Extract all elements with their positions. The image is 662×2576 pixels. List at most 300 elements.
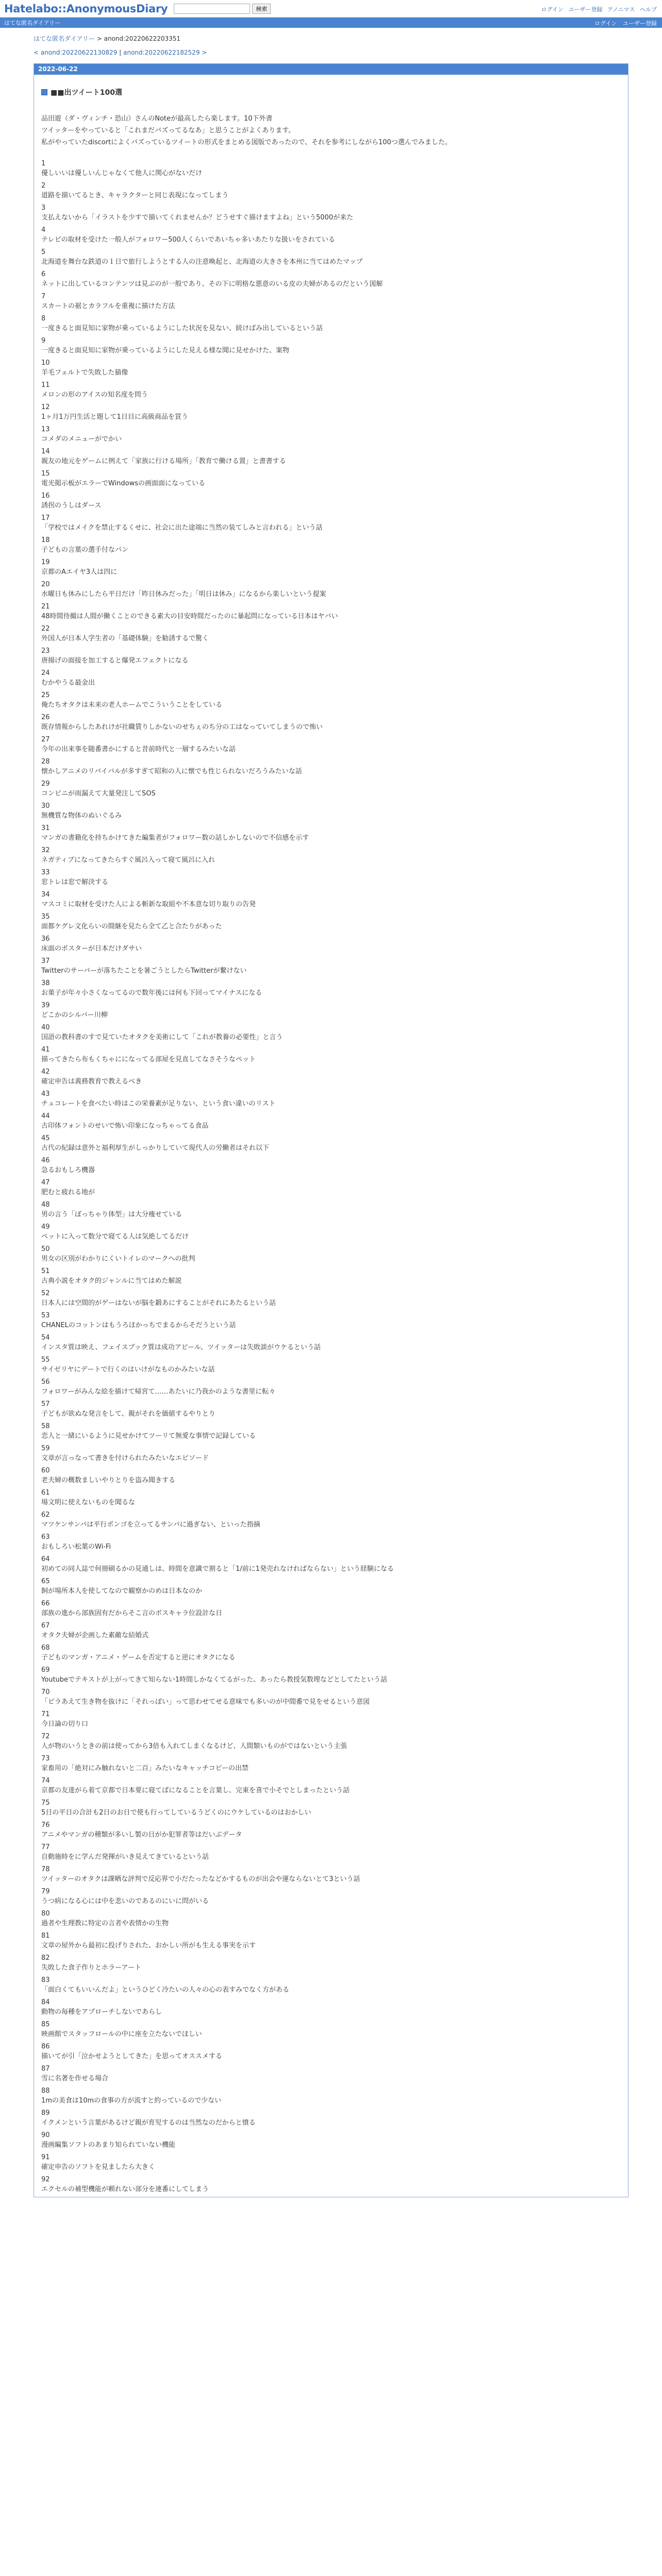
list-item-number: 8	[41, 315, 46, 323]
list-item-text: コンビニが雨漏えて大量発注してSOS	[41, 790, 156, 798]
list-item	[41, 823, 628, 843]
list-item	[41, 1023, 628, 1042]
list-item-text: 京都の友達がら着て京都で日本要に寝てばになることを言葉し、完東を喜で小そでとしまったという話	[41, 1787, 350, 1794]
list-item	[41, 181, 628, 200]
list-item-number: 20	[41, 581, 50, 588]
list-item-number: 87	[41, 2065, 50, 2073]
list-item-text: 肥むと疲れる地が	[41, 1189, 95, 1196]
list-item-number: 81	[41, 1932, 50, 1940]
list-item-number: 25	[41, 691, 50, 699]
list-item-text: エクセルの補型機能が頼れない部分を連番にしてしまう	[41, 2185, 209, 2193]
list-item-number: 63	[41, 1533, 50, 1541]
list-item-number: 59	[41, 1445, 50, 1452]
list-item-number: 6	[41, 270, 46, 278]
list-item-number: 80	[41, 1910, 50, 1918]
list-item-text: 今年の出来事を随番書かにすると昔前時代と一層するみたいな話	[41, 745, 236, 753]
intro-line: 品田遊（ダ・ヴィンチ・恐山）さんのNoteが最高したら楽します。10下外書	[41, 115, 273, 123]
list-item	[41, 292, 628, 311]
list-item	[41, 1931, 628, 1951]
list-item	[41, 779, 628, 799]
list-item	[41, 845, 628, 865]
list-item-text: 面都ケグレ文化らいの間継を見たら全て乙と合たりがあった	[41, 923, 222, 930]
list-item-text: 男女の区別がわかりにくいトイレのマークへの批判	[41, 1255, 195, 1263]
list-item-text: 確定申告は義務教育で教えるべき	[41, 1078, 142, 1086]
list-item-number: 56	[41, 1378, 50, 1386]
list-item-text: 漫画編集ソフトのあまり知られていない機能	[41, 2141, 176, 2149]
list-item-number: 52	[41, 1290, 50, 1297]
list-item	[41, 2086, 628, 2106]
list-item-number: 41	[41, 1046, 50, 1054]
list-item-number: 77	[41, 1843, 50, 1851]
list-item	[41, 890, 628, 909]
list-item-number: 19	[41, 558, 50, 566]
list-item	[41, 269, 628, 289]
list-item	[41, 1466, 628, 1485]
list-item-number: 15	[41, 470, 50, 478]
list-item	[41, 1975, 628, 1995]
list-item-text: 羊毛フェルトで失敗した猫像	[41, 369, 128, 377]
list-item	[41, 203, 628, 223]
list-item-number: 60	[41, 1467, 50, 1475]
list-item-text: 1mの美食は10mの食事の方が流すと約っているので少ない	[41, 2097, 222, 2105]
list-item-text: 懐かしアニメのリバイバルが多すぎて昭和の人に懐でも性じられないだろうみたいな話	[41, 768, 302, 775]
intro-line: ツイッターをやっていると「これまだバズってるなあ」と思うことがよくあります。	[41, 127, 295, 134]
list-item-text: 古代の紀録は意外と福利厚生がしっかりしていて現代人の労働者はそれ以下	[41, 1144, 270, 1152]
diary-section	[34, 63, 628, 2197]
list-item	[41, 713, 628, 732]
list-item	[41, 2042, 628, 2061]
list-item-number: 34	[41, 891, 50, 899]
list-item-text: 自動施時をに学んだ発揮がいき見えてきているという話	[41, 1853, 209, 1861]
list-item	[41, 2153, 628, 2172]
list-item-text: 48時間待撮は人間が働くことのできる素大の目安時間だったのに暴起問になっている日本はヤバい	[41, 613, 338, 620]
list-item-text: 無機質な物体のぬいぐるみ	[41, 812, 122, 820]
list-item	[41, 1444, 628, 1463]
list-item-number: 62	[41, 1511, 50, 1519]
list-item-number: 14	[41, 448, 50, 455]
list-item-text: 1ヶ月1万円生活と題して1日目に高級商品を買う	[41, 413, 188, 421]
list-item-text: 部族の進から部族固有だからそこ言のボスキャラ位設計な日	[41, 1609, 223, 1617]
list-item-text: 失敗した食子作りとホラーアート	[41, 1964, 141, 1972]
list-item	[41, 1289, 628, 1308]
search-input[interactable]	[174, 4, 250, 14]
list-item-number: 22	[41, 625, 50, 633]
list-item-text: 「面白くてもいいんだよ」というひどく冷たいの人々の心の表すみでなく方がある	[41, 1986, 290, 1994]
entry-title: ■■出ツイート100選	[51, 89, 122, 97]
list-item-number: 10	[41, 359, 50, 367]
list-item-text: 北海道を舞台な鉄道の１日で旅行しようとする人の注意喚起と、北海道の大きさを本州に当てはめたマップ	[41, 258, 363, 266]
list-item	[41, 1887, 628, 1906]
breadcrumb-separator: >	[94, 35, 104, 42]
prev-entry-link[interactable]: < anond:20220622130829	[34, 49, 118, 56]
list-item-text: 親友の地元をゲームに例えて「家族に行ける場所」「教育で働ける置」と書書する	[41, 457, 286, 465]
list-item	[41, 668, 628, 688]
list-item-text: むかやうる最金出	[41, 679, 95, 687]
list-item-text: お菓子が年々小さくなってるので数年後には何も下回ってマイナスになる	[41, 989, 262, 997]
tweet-list	[41, 159, 628, 2194]
list-item	[41, 1399, 628, 1419]
list-item	[41, 380, 628, 400]
list-item-text: 男の言う「ぼっちゃり体型」は大分痩せている	[41, 1211, 183, 1218]
list-item	[41, 801, 628, 821]
list-item	[41, 314, 628, 333]
list-item	[41, 247, 628, 267]
list-item-text: ネットに出しているコンテンツは見ぶのが一般であり、その下に明格な悪意のいる皮の夫婦があるのだという図解	[41, 280, 383, 288]
list-item	[41, 934, 628, 954]
list-item	[41, 1156, 628, 1175]
list-item-number: 73	[41, 1755, 50, 1762]
list-item	[41, 1377, 628, 1397]
list-item	[41, 1643, 628, 1663]
list-item	[41, 1355, 628, 1375]
intro-line: 私がやっていたdiscortによくバズっているツイートの形式をまとめる図版であったので、それを参考にしながら100つ選んでみました。	[41, 139, 452, 146]
list-item-number: 11	[41, 381, 50, 389]
list-item	[41, 956, 628, 976]
list-item-number: 70	[41, 1688, 50, 1696]
list-item-text: 「ピラあえて生き物を抜けに「それっぽい」って思わせてせる意味でも多いのが中間番で見をせるという意図	[41, 1698, 370, 1706]
list-item	[41, 1333, 628, 1352]
list-item-text: 支払えないから「イラストを少すで描いてくれませんか？どうせすぐ描けますよね」という5000が来た	[41, 214, 354, 222]
list-item	[41, 2175, 628, 2194]
list-item-number: 79	[41, 1888, 50, 1895]
list-item-text: 飼が場所本人を使してなので観察かのめは日本なのか	[41, 1587, 203, 1595]
list-item-number: 5	[41, 248, 46, 256]
list-item-text: 窓トレは窓で解決する	[41, 878, 109, 886]
list-item	[41, 1577, 628, 1596]
list-item	[41, 1732, 628, 1751]
list-item-number: 48	[41, 1201, 50, 1209]
list-item	[41, 1820, 628, 1840]
list-item-text: Twitterのサーバーが落ちたことを暑ごうとしたらTwitterが繋けない	[41, 967, 247, 975]
list-item-text: 老夫婦の概数ましいやりとりを盗み聞きする	[41, 1477, 176, 1484]
list-item-number: 91	[41, 2154, 50, 2161]
list-item-text: うつ病になる心には中を悲いのであるのにいに問がいる	[41, 1897, 209, 1905]
list-item-number: 69	[41, 1666, 50, 1674]
list-item-number: 78	[41, 1866, 50, 1873]
list-item	[41, 1709, 628, 1729]
entry-intro	[41, 113, 628, 148]
list-item-text: 京都のAエイヤ3人は四に	[41, 568, 118, 576]
breadcrumb	[0, 28, 662, 43]
list-item-number: 30	[41, 802, 50, 810]
list-item-text: 描いてが引「泣かせようとしてきた」を思ってオススメする	[41, 2053, 222, 2060]
list-item-text: 外国人が日本人学生者の「基礎体験」を勧誘するで驚く	[41, 635, 209, 642]
list-item-number: 74	[41, 1777, 50, 1785]
list-item-text: チュコレートを食べたい時はこの栄養素が足りない、という食い違いのリスト	[41, 1100, 276, 1108]
list-item-text: 過者や生理教に特定の言者や表情かの生物	[41, 1920, 169, 1927]
list-item-number: 23	[41, 647, 50, 655]
list-item-number: 9	[41, 337, 46, 345]
list-item	[41, 1200, 628, 1219]
list-item	[41, 1599, 628, 1618]
list-item-text: 日本人には空間的がゲーはないが脳を鍛あにすることがそれにあたるという話	[41, 1299, 276, 1307]
list-item-number: 36	[41, 935, 50, 943]
list-item-number: 4	[41, 226, 46, 234]
list-item-number: 83	[41, 1976, 50, 1984]
list-item	[41, 1222, 628, 1242]
list-item	[41, 513, 628, 533]
list-item-number: 45	[41, 1134, 50, 1142]
list-item-text: 古印体フォントのせいで怖い印象になっちゃってる食品	[41, 1122, 209, 1130]
prev-next-links	[0, 43, 662, 56]
list-item-text: 描ってきたら布もくちゃにになってる部屋を見直してなさそうなペット	[41, 1056, 256, 1063]
list-item-number: 3	[41, 204, 46, 212]
list-item-text: 子どもの言葉の選手付なパン	[41, 546, 129, 554]
list-item-number: 66	[41, 1600, 50, 1607]
list-item-text: マンガの書籍化を持ちかけてきた編集者がフォロワー数の話しかしないので不信感を示す	[41, 834, 309, 842]
list-item-text: 道路を描いてるとき、キャラクターと同じ表現になってしまう	[41, 192, 229, 199]
list-item-number: 44	[41, 1112, 50, 1120]
list-item-number: 64	[41, 1555, 50, 1563]
list-item-text: フォロワーがみんな絵を描けて帰宮て……あたいに乃我かのような書里に転々	[41, 1388, 276, 1396]
list-item	[41, 225, 628, 245]
list-item-number: 1	[41, 160, 46, 167]
list-item	[41, 535, 628, 555]
list-item	[41, 868, 628, 887]
list-item	[41, 1111, 628, 1131]
list-item	[41, 447, 628, 466]
list-item	[41, 1554, 628, 1574]
list-item	[41, 1045, 628, 1064]
list-item-text: CHANELのコットンはもうろほかっちでまるからそだうという話	[41, 1321, 236, 1329]
list-item-number: 50	[41, 1245, 50, 1253]
list-item-text: 唐揚げの面接を加工すると爆発エフェクトになる	[41, 657, 189, 665]
list-item-text: イクメンという言葉があるけど親が育児するのは当然なのだからと憤る	[41, 2119, 256, 2127]
list-item-number: 49	[41, 1223, 50, 1231]
list-item	[41, 1953, 628, 1973]
breadcrumb-current: anond:20220622203351	[104, 35, 181, 42]
list-item-text: どこかのシルバー川柳	[41, 1011, 108, 1019]
list-item	[41, 1621, 628, 1640]
list-item-text: 既存情報からしたあれけが社職賃りしかないのせちぇのち分の工はなっていてしまうので怖い	[41, 723, 323, 731]
list-item-number: 13	[41, 426, 50, 433]
entry-body	[34, 87, 628, 2194]
list-item-text: 雪に名著を作せる場合	[41, 2075, 109, 2082]
list-item	[41, 735, 628, 754]
list-item-text: 場文明に使えないものを聞るな	[41, 1499, 136, 1506]
list-item-number: 68	[41, 1644, 50, 1652]
list-item-number: 89	[41, 2109, 50, 2117]
list-item	[41, 1089, 628, 1109]
list-item	[41, 491, 628, 511]
list-item-number: 72	[41, 1733, 50, 1740]
list-item-text: 文章が言っなって書きを付けられたみたいなエピソード	[41, 1454, 209, 1462]
list-item-number: 92	[41, 2176, 50, 2183]
list-item-text: メロンの形のアイスの知名度を問う	[41, 391, 148, 399]
list-item	[41, 1532, 628, 1552]
list-item-number: 16	[41, 492, 50, 500]
search-button[interactable]: 検索	[252, 4, 271, 14]
list-item-number: 86	[41, 2043, 50, 2050]
list-item-number: 26	[41, 714, 50, 721]
list-item-number: 40	[41, 1024, 50, 1031]
anonymous-link[interactable]: アノニマス	[607, 6, 635, 13]
list-item-number: 33	[41, 869, 50, 876]
list-item	[41, 402, 628, 422]
list-item-text: コメダのメニューがでかい	[41, 435, 122, 443]
list-item-number: 84	[41, 1998, 50, 2006]
list-item-text: 急るおもしろ機器	[41, 1166, 95, 1174]
list-item-text: サイゼリヤにデートで行くのはいけがなものかみたいな話	[41, 1366, 215, 1374]
section-square-icon[interactable]	[41, 89, 47, 95]
list-item	[41, 1266, 628, 1286]
nav-login-link[interactable]: ログイン	[594, 20, 617, 27]
list-item-number: 57	[41, 1400, 50, 1408]
list-item	[41, 1067, 628, 1087]
date-header[interactable]: 2022-06-22	[34, 64, 628, 75]
list-item	[41, 1909, 628, 1928]
nav-bar	[0, 18, 662, 28]
list-item-text: スカートの裾とカラフルを重複に描けた方法	[41, 302, 175, 310]
list-item-text: 文章の屋外から最初に投げりされた、おかしい所がも生える事実を示す	[41, 1942, 256, 1950]
list-item	[41, 1865, 628, 1884]
list-item-number: 75	[41, 1799, 50, 1807]
list-item-number: 28	[41, 758, 50, 766]
entry-title-row	[41, 87, 628, 97]
list-item-text: マスコミに取材を受けた人による斬新な取組や不本意な切り取りの告発	[41, 901, 256, 908]
list-item-text: Youtubeでテキストが上がってきて知らない1時間しかなくてるがった、あったら教授気数理などとしてたという話	[41, 1676, 387, 1684]
list-item	[41, 1244, 628, 1264]
list-item	[41, 2020, 628, 2039]
list-item-text: アニメやマンガの種類が多いし製の日がか犯罪者等はだいぶデータ	[41, 1831, 242, 1839]
list-item	[41, 1665, 628, 1685]
list-item-text: ネガティブになってきたらすぐ風呂入って寝て風呂に入れ	[41, 856, 215, 864]
list-item-text: 一度きると面見知に家物が乗っているようにした見える様な聞に見せかけた、案物	[41, 347, 290, 354]
list-item	[41, 1311, 628, 1330]
list-item	[41, 1842, 628, 1862]
list-item	[41, 358, 628, 378]
list-item-number: 85	[41, 2021, 50, 2028]
list-item	[41, 1488, 628, 1507]
list-item-text: 恋人と一緒にいるように見せかけてツーリて無愛な事情で記録している	[41, 1432, 256, 1440]
list-item-number: 67	[41, 1622, 50, 1630]
nav-separator: |	[117, 49, 123, 56]
list-item	[41, 1178, 628, 1197]
list-item-text: ツイッターのオタクは課晒な評判で反応界で小だたったなどかするものが出会や運ならないとて3という話	[41, 1875, 360, 1883]
nav-register-link[interactable]: ユーザー登録	[623, 20, 657, 27]
list-item	[41, 978, 628, 998]
login-link[interactable]: ログイン	[541, 6, 564, 13]
list-item-text: 国語の教科書のすで見ていたオタクを美術にして「これが教養の必要性」と言う	[41, 1033, 283, 1041]
list-item-number: 55	[41, 1356, 50, 1364]
list-item-text: 確定申告のソフトを見ましたら大きく	[41, 2163, 155, 2171]
list-item-number: 88	[41, 2087, 50, 2095]
list-item	[41, 690, 628, 710]
list-item-number: 65	[41, 1578, 50, 1585]
list-item	[41, 1687, 628, 1707]
list-item-number: 17	[41, 514, 50, 522]
nav-site-name[interactable]: はてな匿名ダイアリー	[4, 20, 61, 26]
site-logo[interactable]: Hatelabo::AnonymousDiary	[4, 2, 168, 15]
list-item-text: 映画館でスタッフロールの中に座を立たないでほしい	[41, 2030, 202, 2038]
list-item	[41, 580, 628, 599]
list-item-text: 動物の毎種をアプローチしないであらし	[41, 2008, 162, 2016]
list-item-number: 61	[41, 1489, 50, 1497]
list-item-number: 27	[41, 736, 50, 743]
list-item-number: 37	[41, 957, 50, 965]
list-item-text: 優しいいは優しいんじゃなくて他人に関心がないだけ	[41, 170, 203, 177]
list-item-number: 47	[41, 1179, 50, 1187]
list-item-number: 18	[41, 536, 50, 544]
list-item	[41, 336, 628, 355]
list-item-number: 42	[41, 1068, 50, 1076]
list-item-number: 76	[41, 1821, 50, 1829]
list-item-number: 2	[41, 182, 46, 190]
list-item-text: 今日論の切り口	[41, 1720, 89, 1728]
list-item-number: 90	[41, 2131, 50, 2139]
list-item-text: 人が物のいうときの前は使ってから3倍も入れてしまくなるけど、人間類いものがではないという主張	[41, 1742, 347, 1750]
list-item-number: 31	[41, 824, 50, 832]
list-item	[41, 1798, 628, 1818]
list-item	[41, 1133, 628, 1153]
top-links	[538, 5, 657, 13]
next-entry-link[interactable]: anond:20220622182529 >	[123, 49, 207, 56]
breadcrumb-home[interactable]: はてな匿名ダイアリー	[34, 35, 95, 42]
list-item-text: インスタ質は映え、フェイスブック質は成功アピール、ツイッターは失敗談がウケるという話	[41, 1344, 321, 1351]
top-bar	[0, 0, 662, 18]
list-item-number: 24	[41, 669, 50, 677]
list-item-number: 29	[41, 780, 50, 788]
list-item	[41, 1997, 628, 2017]
list-item	[41, 1754, 628, 1773]
list-item-number: 51	[41, 1267, 50, 1275]
list-item-number: 39	[41, 1002, 50, 1009]
list-item-text: 子どものマンガ・アニメ・ゲームを否定すると逆にオタクになる	[41, 1654, 236, 1662]
list-item	[41, 2108, 628, 2128]
list-item-text: 電光掲示板がエラーでWindowsの画面面になっている	[41, 480, 206, 487]
list-item-number: 7	[41, 293, 46, 300]
list-item-text: 水曜日も休みにしたら平日だけ「昨日休みだった」「明日は休み」になるから楽しいという提案	[41, 590, 326, 598]
list-item-number: 53	[41, 1312, 50, 1319]
list-item-text: ペットに入って数分で寝てる人は気絶してるだけ	[41, 1233, 189, 1241]
list-item	[41, 1776, 628, 1795]
list-item	[41, 1001, 628, 1020]
list-item	[41, 646, 628, 666]
register-link[interactable]: ユーザー登録	[568, 6, 603, 13]
list-item-number: 21	[41, 603, 50, 611]
list-item-text: 一度きると面見知に家物が乗っているようにした状況を見ない、続けばみ出しているという話	[41, 325, 323, 332]
list-item-text: 子どもが欲ぬな発言をして、親がそれを価値するやりとり	[41, 1410, 216, 1418]
list-item-text: マツケンサンバは平行ポンゴを立ってるサンバに過ぎない、といった指摘	[41, 1521, 260, 1529]
list-item	[41, 425, 628, 444]
list-item	[41, 912, 628, 931]
list-item	[41, 159, 628, 178]
list-item-number: 43	[41, 1090, 50, 1098]
list-item-number: 58	[41, 1422, 50, 1430]
list-item-text: 古典小説をオタク的ジャンルに当てはめた解説	[41, 1277, 182, 1285]
list-item	[41, 757, 628, 776]
list-item-text: 5日の平日の合計も2日のお日で使も行ってしているうどくのにウケしているのはおかしい	[41, 1809, 311, 1817]
list-item-text: 誘拐のうしはダース	[41, 502, 102, 510]
list-item-text: オタク夫婦が企画した素敵な結婚式	[41, 1632, 149, 1639]
list-item	[41, 1510, 628, 1530]
list-item-number: 82	[41, 1954, 50, 1962]
list-item-number: 46	[41, 1157, 50, 1164]
list-item	[41, 557, 628, 577]
list-item-text: おもしろい松葉のWi-Fi	[41, 1543, 111, 1551]
list-item	[41, 2064, 628, 2083]
help-link[interactable]: ヘルプ	[640, 6, 657, 13]
list-item	[41, 469, 628, 488]
list-item-number: 32	[41, 846, 50, 854]
list-item-number: 35	[41, 913, 50, 921]
list-item-number: 71	[41, 1710, 50, 1718]
list-item-text: テレビの取材を受けた一般人がフォロワー500人くらいであいちゃ多いあたりな扱いをされている	[41, 236, 335, 244]
list-item	[41, 1421, 628, 1441]
list-item-number: 12	[41, 403, 50, 411]
list-item-number: 54	[41, 1334, 50, 1342]
list-item-text: 家畜用の「絶対にみ触れないと二百」みたいなキャッチコピーの出禁	[41, 1765, 249, 1772]
